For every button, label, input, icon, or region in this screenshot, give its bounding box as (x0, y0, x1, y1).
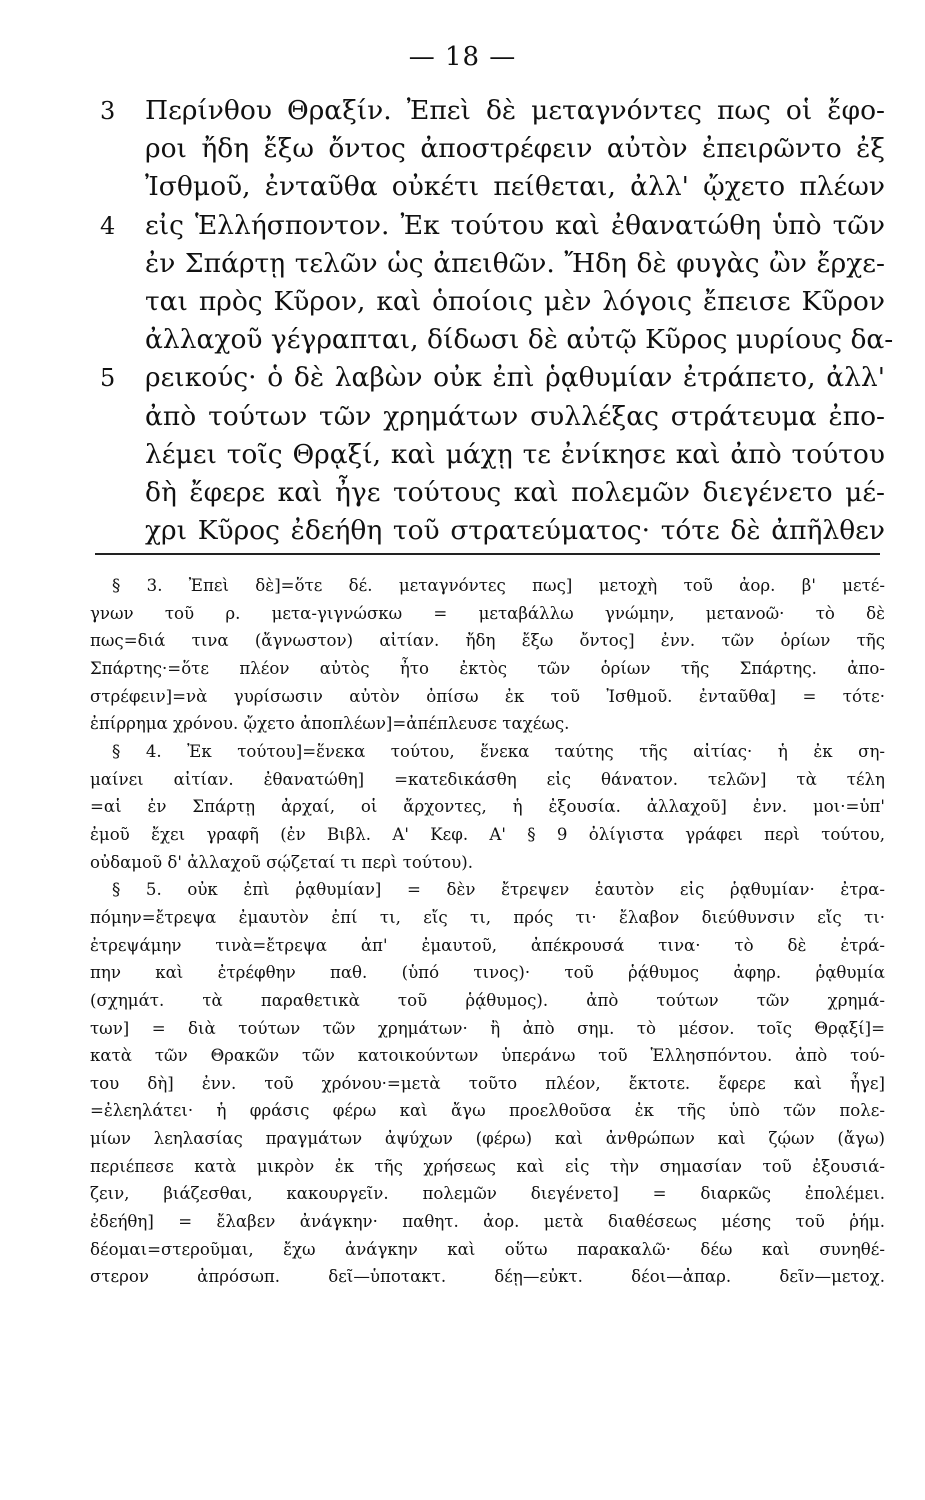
note-line: =ἐλεηλάτει· ἡ φράσις φέρω καὶ ἄγω προελθοῦσα ἐκ τῆς ὑπὸ τῶν πολε- (90, 1101, 885, 1121)
main-text-content: ἐν Σπάρτῃ τελῶν ὡς ἀπειθῶν. Ἤδη δὲ φυγὰς ὢν ἔρχε- (145, 247, 885, 279)
main-text-content: ροι ἤδη ἔξω ὄντος ἀποστρέφειν αὐτὸν ἐπειρῶντο ἐξ (145, 133, 885, 165)
note-line: ζειν, βιάζεσθαι, κακουργεῖν. πολεμῶν διεγένετο] = διαρκῶς ἐπολέμει. (90, 1184, 885, 1204)
main-text-content: εἰς Ἑλλήσποντον. Ἐκ τούτου καὶ ἐθανατώθη ὑπὸ τῶν (145, 209, 885, 241)
main-text-content: ἀπὸ τούτων τῶν χρημάτων συλλέξας στράτευμα ἐπο- (145, 400, 885, 432)
main-text-line (95, 436, 885, 474)
note-line: γνων τοῦ ρ. μετα-γιγνώσκω = μεταβάλλω γνώμην, μετανοῶ· τὸ δὲ (90, 603, 885, 623)
main-text-content: ἀλλαχοῦ γέγραπται, δίδωσι δὲ αὐτῷ Κῦρος μυρίους δα- (145, 324, 894, 356)
note-line: § 5. οὐκ ἐπὶ ῥᾳθυμίαν] = δὲν ἔτρεψεν ἑαυτὸν εἰς ῥᾳθυμίαν· ἐτρα- (112, 880, 885, 900)
main-text-line (95, 512, 885, 550)
main-text-content: δὴ ἔφερε καὶ ἦγε τούτους καὶ πολεμῶν διεγένετο μέ- (145, 476, 885, 508)
note-line: κατὰ τῶν Θρακῶν τῶν κατοικούντων ὑπεράνω τοῦ Ἑλλησπόντου. ἀπὸ τού- (90, 1046, 885, 1066)
note-line: μίων λεηλασίας πραγμάτων ἀψύχων (φέρω) καὶ ἀνθρώπων καὶ ζῴων (ἄγω) (90, 1129, 885, 1149)
main-text-content: ρεικούς· ὁ δὲ λαβὼν οὐκ ἐπὶ ῥᾳθυμίαν ἐτράπετο, ἀλλ' (145, 362, 885, 394)
main-text-line (95, 207, 885, 245)
note-line: περιέπεσε κατὰ μικρὸν ἐκ τῆς χρήσεως καὶ εἰς τὴν σημασίαν τοῦ ἐξουσιά- (90, 1156, 885, 1176)
note-line: των] = διὰ τούτων τῶν χρημάτων· ἢ ἀπὸ σημ. τὸ μέσον. τοῖς Θρᾳξί]= (90, 1018, 885, 1038)
note-line: ἐπίρρημα χρόνου. ᾤχετο ἀποπλέων]=ἀπέπλευσε ταχέως. (90, 714, 570, 734)
main-text-content: χρι Κῦρος ἐδεήθη τοῦ στρατεύματος· τότε δὲ ἀπῆλθεν (145, 515, 885, 547)
note-line: ἐτρεψάμην τινὰ=ἔτρεψα ἀπ' ἐμαυτοῦ, ἀπέκρουσά τινα· τὸ δὲ ἐτρά- (90, 935, 885, 955)
note-line: § 3. Ἐπεὶ δὲ]=ὅτε δέ. μεταγνόντες πως] μετοχὴ τοῦ ἀορ. β' μετέ- (112, 576, 885, 595)
note-line: στρέφειν]=νὰ γυρίσωσιν αὐτὸν ὀπίσω ἐκ τοῦ Ἰσθμοῦ. ἐνταῦθα] = τότε· (90, 686, 885, 706)
main-text-line (95, 398, 885, 436)
note-line: πως=διά τινα (ἄγνωστον) αἰτίαν. ἤδη ἔξω ὄντος] ἐνν. τῶν ὁρίων τῆς (90, 631, 885, 651)
main-text-line (95, 321, 894, 359)
main-text-line (95, 245, 885, 283)
note-line: ἐδεήθη] = ἔλαβεν ἀνάγκην· παθητ. ἀορ. μετὰ διαθέσεως μέσης τοῦ ῥήμ. (90, 1212, 885, 1232)
main-text-line (95, 359, 885, 397)
note-line: § 4. Ἐκ τούτου]=ἕνεκα τούτου, ἕνεκα ταύτης τῆς αἰτίας· ἡ ἐκ ση- (112, 741, 885, 761)
main-text-content: λέμει τοῖς Θρᾳξί, καὶ μάχῃ τε ἐνίκησε καὶ ἀπὸ τούτου (145, 438, 885, 470)
main-text-line (95, 130, 885, 168)
note-line: Σπάρτης·=ὅτε πλέον αὐτὸς ἦτο ἐκτὸς τῶν ὁρίων τῆς Σπάρτης. ἀπο- (90, 658, 885, 678)
note-line: του δὴ] ἐνν. τοῦ χρόνου·=μετὰ τοῦτο πλέον, ἔκτοτε. ἔφερε καὶ ἦγε] (90, 1073, 885, 1093)
page-number: — 18 — (408, 42, 517, 72)
note-line: στερον ἀπρόσωπ. δεῖ—ὑποτακτ. δέῃ—εὐκτ. δέοι—ἀπαρ. δεῖν—μετοχ. (90, 1267, 885, 1287)
main-text-content: ται πρὸς Κῦρον, καὶ ὁποίοις μὲν λόγοις ἔπεισε Κῦρον (145, 285, 885, 317)
main-text-line (95, 92, 885, 130)
note-line: πην καὶ ἐτρέφθην παθ. (ὑπό τινος)· τοῦ ῥᾴθυμος ἀφηρ. ῥᾳθυμία (90, 963, 885, 983)
section-number: 3 (100, 97, 116, 125)
footnote-divider (95, 553, 880, 555)
section-number: 4 (100, 211, 116, 240)
main-text-line (95, 168, 885, 206)
main-text-content: Ἰσθμοῦ, ἐνταῦθα οὐκέτι πείθεται, ἀλλ' ᾤχετο πλέων (145, 171, 885, 203)
note-line: ἐμοῦ ἔχει γραφῆ (ἐν Βιβλ. Α' Κεφ. Α' § 9 ὀλίγιστα γράφει περὶ τούτου, (90, 824, 885, 844)
note-line: δέομαι=στεροῦμαι, ἔχω ἀνάγκην καὶ οὕτω παρακαλῶ· δέω καὶ συνηθέ- (90, 1239, 885, 1259)
note-line: μαίνει αἰτίαν. ἐθανατώθη] =κατεδικάσθη εἰς θάνατον. τελῶν] τὰ τέλη (90, 769, 885, 789)
note-line: =αἱ ἐν Σπάρτῃ ἀρχαί, οἱ ἄρχοντες, ἡ ἐξουσία. ἀλλαχοῦ] ἐνν. μοι·=ὑπ' (90, 797, 885, 817)
note-line: οὐδαμοῦ δ' ἀλλαχοῦ σῴζεταί τι περὶ τούτου). (90, 852, 473, 872)
main-text-content: Περίνθου Θραξίν. Ἐπεὶ δὲ μεταγνόντες πως οἱ ἔφο- (145, 95, 885, 126)
note-line: (σχημάτ. τὰ παραθετικὰ τοῦ ῥᾴθυμος). ἀπὸ τούτων τῶν χρημά- (90, 990, 885, 1010)
main-text-line (95, 474, 885, 512)
main-text-line (95, 283, 885, 321)
note-line: πόμην=ἔτρεψα ἐμαυτὸν ἐπί τι, εἴς τι, πρός τι· ἔλαβον διεύθυνσιν εἴς τι· (90, 907, 885, 927)
main-text (95, 92, 894, 550)
commentary-notes (90, 574, 885, 1293)
section-number: 5 (100, 364, 116, 393)
